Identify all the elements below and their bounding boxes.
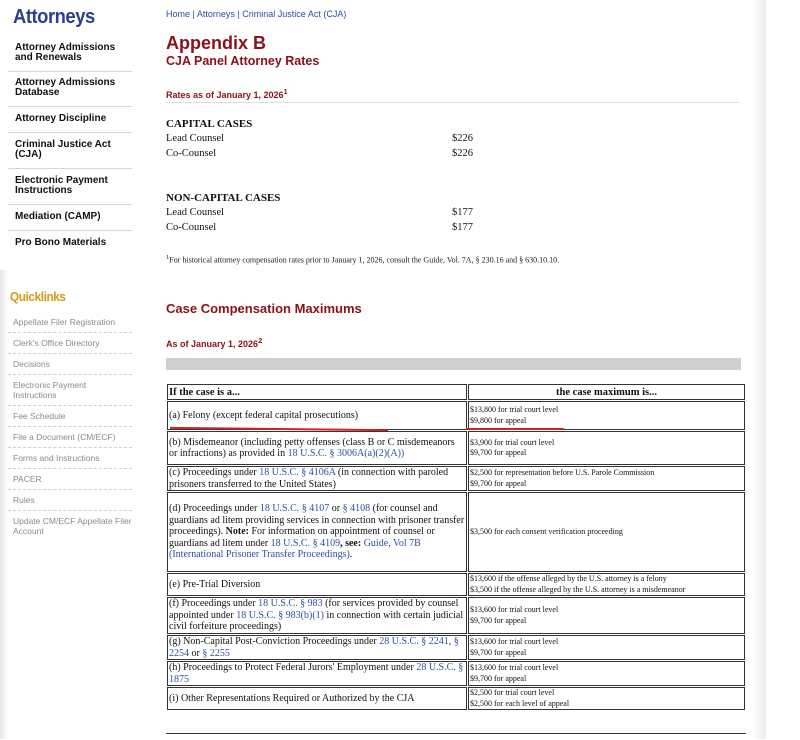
capital-cases-title: CAPITAL CASES — [166, 118, 253, 130]
statute-link[interactable]: § 2255 — [202, 647, 230, 659]
footnote-marker: 1 — [166, 254, 170, 261]
max-cell — [468, 635, 745, 660]
max-cell — [468, 661, 745, 686]
case-text: (e) Pre-Trial Diversion — [169, 578, 261, 590]
case-text: (b) Misdemeanor (including petty offenses (class B or C misdemeanors or infractions) as provided in — [169, 436, 455, 459]
max-line: $9,700 for appeal — [470, 673, 527, 683]
statute-link[interactable]: 18 U.S.C. § 983(b)(1) — [236, 609, 324, 621]
max-cell — [468, 573, 745, 596]
quicklink-file-document[interactable]: File a Document (CM/ECF) — [8, 431, 132, 448]
maximums-as-of — [166, 336, 262, 349]
guide-link[interactable]: Guide, Vol 7B (International Prisoner Transfer Proceedings) — [169, 537, 421, 561]
rates-as-of — [166, 89, 287, 100]
noncapital-cases-title: NON-CAPITAL CASES — [166, 192, 281, 204]
case-text: (g) Non-Capital Post-Conviction Proceedings under — [169, 636, 380, 647]
case-text: (d) Proceedings under — [169, 503, 260, 515]
max-line: $13,600 if the offense alleged by the U.S. attorney is a felony — [470, 574, 667, 583]
page-subtitle: CJA Panel Attorney Rates — [166, 54, 320, 68]
sidebar-item-admissions-database[interactable]: Attorney Admissions Database — [8, 72, 132, 107]
max-line: $2,500 for each level of appeal — [470, 698, 570, 708]
case-text: . — [349, 549, 353, 561]
highlight-underline — [466, 428, 564, 430]
case-text: (a) Felony (except federal capital prosecutions) — [169, 409, 359, 421]
quicklink-clerks-directory[interactable]: Clerk's Office Directory — [8, 337, 132, 354]
max-line: $3,900 for trial court level — [470, 437, 555, 447]
case-cell — [167, 492, 467, 572]
quicklink-pacer[interactable]: PACER — [8, 473, 132, 490]
max-cell — [468, 401, 745, 430]
footnote-text: For historical attorney compensation rates prior to January 1, 2026, consult the Guide, Vol. 7A, § 230.16 and § 630.10.10. — [169, 255, 560, 265]
case-text: or — [189, 647, 203, 659]
max-cell — [468, 431, 745, 465]
max-line: $13,800 for trial court level — [470, 405, 559, 414]
max-line: $2,500 for representation before U.S. Parole Commission — [470, 468, 655, 477]
case-text: (in connection with paroled prisoners transferred to the United States) — [169, 467, 449, 490]
page-title: Appendix B — [166, 33, 267, 53]
breadcrumb-attorneys[interactable]: Attorneys — [196, 9, 235, 19]
case-cell — [167, 573, 467, 596]
sidebar-item-admissions[interactable]: Attorney Admissions and Renewals — [8, 40, 132, 72]
sidebar-item-discipline[interactable]: Attorney Discipline — [8, 107, 132, 133]
footnote-marker: 2 — [258, 336, 263, 345]
max-cell — [468, 687, 745, 710]
footnote-marker: 1 — [283, 89, 288, 96]
max-line: $3,500 if the offense alleged by the U.S. attorney is a misdemeanor — [470, 584, 686, 594]
breadcrumb-separator: | — [192, 9, 195, 19]
breadcrumb-cja[interactable]: Criminal Justice Act (CJA) — [242, 9, 347, 19]
max-line: $2,500 for trial court level — [470, 688, 555, 697]
max-line: $9,700 for appeal — [470, 647, 527, 657]
statute-link[interactable]: 18 U.S.C. § 983 — [258, 598, 323, 610]
maximums-table — [166, 383, 746, 711]
breadcrumb — [166, 9, 346, 19]
quicklink-forms[interactable]: Forms and Instructions — [8, 452, 132, 469]
statute-link[interactable]: § 2254 — [169, 636, 459, 659]
max-cell — [468, 466, 745, 491]
statute-link[interactable]: 18 U.S.C. § 4107 — [259, 503, 330, 515]
quicklink-appellate-filer-registration[interactable]: Appellate Filer Registration — [8, 316, 132, 333]
max-line: $3,500 for each consent verification proceeding — [470, 526, 623, 536]
maximums-title: Case Compensation Maximums — [166, 301, 362, 316]
quicklink-rules[interactable]: Rules — [8, 494, 132, 511]
sidebar-title: Attorneys — [13, 6, 95, 28]
table-row — [167, 635, 745, 660]
capital-co-label: Co-Counsel — [166, 148, 217, 159]
case-cell — [167, 687, 467, 710]
sidebar-item-pro-bono[interactable]: Pro Bono Materials — [15, 237, 107, 248]
quicklink-decisions[interactable]: Decisions — [8, 358, 132, 375]
sidebar — [0, 0, 140, 739]
sidebar-item-cja[interactable]: Criminal Justice Act (CJA) — [8, 133, 132, 169]
statute-link[interactable]: 28 U.S.C. § 1875 — [169, 662, 464, 685]
table-header-row — [167, 384, 745, 400]
case-cell — [167, 431, 467, 465]
noncapital-lead-label: Lead Counsel — [166, 207, 225, 218]
table-row — [167, 661, 745, 686]
statute-link[interactable]: 18 U.S.C. § 4109 — [270, 537, 341, 549]
case-cell — [167, 466, 467, 491]
column-header-maximum: the case maximum is... — [468, 384, 745, 400]
breadcrumb-separator: | — [237, 9, 240, 19]
max-line: $9,700 for appeal — [470, 478, 527, 488]
noncapital-lead-value: $177 — [452, 207, 473, 218]
rates-as-of-text: Rates as of January 1, 2026 — [166, 90, 284, 100]
case-text: (c) Proceedings under — [169, 467, 260, 478]
statute-link[interactable]: 18 U.S.C. § 3006A(a)(2)(A)) — [287, 448, 405, 459]
case-text: (f) Proceedings under — [169, 598, 259, 610]
table-row — [167, 466, 745, 491]
note-label: Note: — [225, 526, 249, 538]
table-row — [167, 492, 745, 572]
maximums-as-of-text: As of January 1, 2026 — [166, 339, 259, 349]
table-row — [167, 573, 745, 596]
max-cell — [468, 597, 745, 634]
max-line: $9,700 for appeal — [470, 615, 527, 625]
page-edge-shadow — [752, 0, 766, 739]
capital-lead-label: Lead Counsel — [166, 133, 225, 144]
case-cell — [167, 661, 467, 686]
column-header-case: If the case is a... — [167, 384, 467, 400]
max-line: $13,600 for trial court level — [470, 637, 559, 646]
breadcrumb-home[interactable]: Home — [166, 9, 191, 19]
case-text: For information on appointment of counsel or guardians ad litem under — [169, 526, 435, 549]
sidebar-shadow — [0, 270, 8, 739]
max-cell — [468, 492, 745, 572]
max-line: $9,800 for appeal — [470, 415, 527, 425]
table-row — [167, 687, 745, 710]
sidebar-item-mediation[interactable]: Mediation (CAMP) — [8, 205, 132, 231]
footnote — [166, 254, 559, 265]
capital-co-value: $226 — [452, 148, 473, 159]
case-cell — [167, 635, 467, 660]
sidebar-item-epayment[interactable]: Electronic Payment Instructions — [8, 169, 132, 205]
case-cell — [167, 401, 467, 430]
max-line: $13,600 for trial court level — [470, 663, 559, 672]
case-text: , — [448, 636, 454, 647]
statute-link[interactable]: 28 U.S.C. § 2241 — [379, 636, 449, 647]
noncapital-co-label: Co-Counsel — [166, 222, 217, 233]
noncapital-co-value: $177 — [452, 222, 473, 233]
capital-lead-value: $226 — [452, 133, 473, 144]
case-text: (h) Proceedings to Protect Federal Jurors' Employment under — [169, 662, 417, 673]
see-label: , see: — [340, 537, 364, 549]
statute-link[interactable]: § 4108 — [342, 503, 371, 515]
divider — [166, 102, 740, 103]
quicklinks-title: Quicklinks — [10, 289, 66, 304]
case-text: (i) Other Representations Required or Authorized by the CJA — [169, 692, 415, 704]
quicklink-update-cmecf[interactable]: Update CM/ECF Appellate Filer Account — [13, 516, 132, 536]
case-text: (for services provided by counsel appointed under — [169, 598, 459, 621]
quicklink-fee-schedule[interactable]: Fee Schedule — [8, 410, 132, 427]
table-row — [167, 597, 745, 634]
quicklink-epayment[interactable]: Electronic Payment Instructions — [8, 379, 132, 406]
table-row — [167, 431, 745, 465]
case-cell — [167, 597, 467, 634]
max-line: $9,700 for appeal — [470, 448, 527, 457]
table-row — [167, 401, 745, 430]
case-text: in connection with certain judicial civil forfeiture proceedings) — [169, 609, 464, 633]
quicklinks-list — [8, 316, 132, 545]
case-text: or — [329, 503, 343, 515]
case-text: (for counsel and guardians ad litem providing services in connection with prisoner transfer proceedings). — [169, 503, 465, 538]
sidebar-nav — [8, 40, 132, 256]
max-line: $13,600 for trial court level — [470, 605, 559, 614]
statute-link[interactable]: 18 U.S.C. § 4106A — [259, 467, 336, 478]
table-header-bar — [166, 358, 741, 370]
